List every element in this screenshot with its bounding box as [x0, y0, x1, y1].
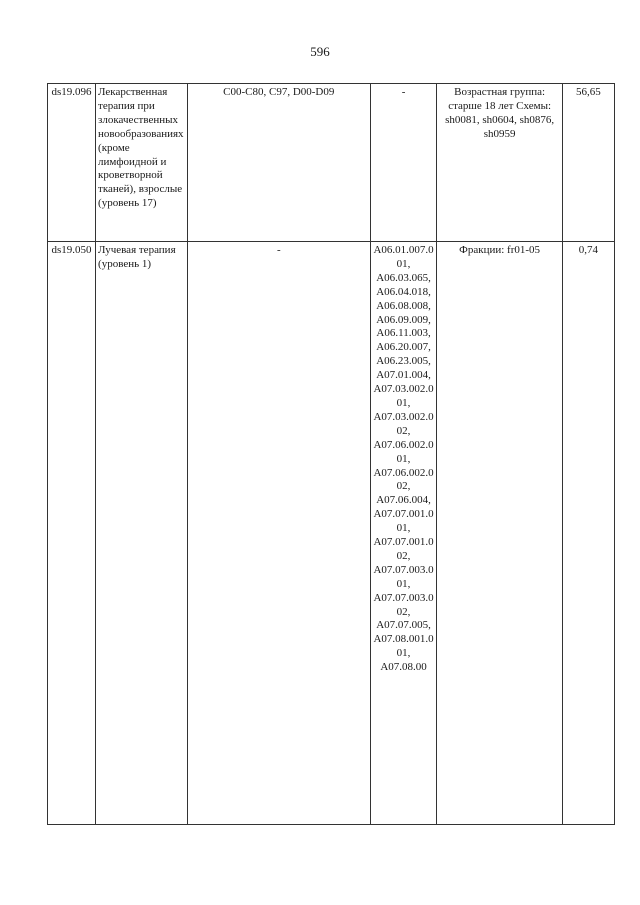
service-code: A07.06.002.001, — [373, 438, 434, 465]
table-row — [48, 242, 615, 825]
service-code: A06.11.003, — [376, 327, 431, 340]
service-code: A07.07.005, — [376, 619, 431, 632]
service-code: A07.07.001.002, — [373, 536, 434, 562]
row-services — [370, 242, 437, 825]
service-code: A06.01.007.001, — [373, 244, 434, 270]
service-code: A06.03.065, — [376, 271, 431, 284]
row-criteria: Фракции: fr01-05 — [437, 242, 562, 825]
service-code: A07.06.004, — [376, 494, 431, 507]
service-code: A07.03.002.001, — [373, 383, 434, 409]
row-coefficient: 56,65 — [562, 84, 614, 242]
service-code: A06.08.008, — [376, 299, 431, 312]
row-name: Лекарственная терапия при злокачественных новообразованиях (кроме лимфоидной и кроветворной тканей), взрослые (уровень 17) — [96, 84, 188, 242]
row-name: Лучевая терапия (уровень 1) — [96, 242, 188, 825]
service-code: A06.09.009, — [376, 313, 431, 326]
page-number: 596 — [310, 44, 330, 59]
service-code: A07.07.001.001, — [373, 508, 434, 535]
row-criteria: Возрастная группа: старше 18 лет Схемы: sh0081, sh0604, sh0876, sh0959 — [437, 84, 562, 242]
row-code: ds19.096 — [48, 84, 96, 242]
service-code: A07.06.002.002, — [373, 466, 434, 493]
row-icd-codes: - — [187, 242, 370, 825]
service-code: A07.01.004, — [376, 369, 431, 382]
service-code: A07.08.001.001, — [373, 633, 434, 660]
table-row — [48, 84, 615, 242]
tariff-table — [47, 83, 615, 825]
row-icd-codes: C00-C80, C97, D00-D09 — [187, 84, 370, 242]
service-code: A07.07.003.001, — [373, 563, 434, 590]
row-coefficient: 0,74 — [562, 242, 614, 825]
row-code: ds19.050 — [48, 242, 96, 825]
service-code: A07.07.003.002, — [373, 591, 434, 618]
service-code: A06.20.007, — [376, 341, 431, 354]
service-code: - — [401, 86, 406, 98]
service-code: A07.03.002.002, — [373, 410, 434, 437]
service-code: A06.04.018, — [376, 285, 431, 298]
service-code: A06.23.005, — [376, 355, 431, 368]
row-services — [370, 84, 437, 242]
service-code: A07.08.00 — [380, 661, 427, 674]
